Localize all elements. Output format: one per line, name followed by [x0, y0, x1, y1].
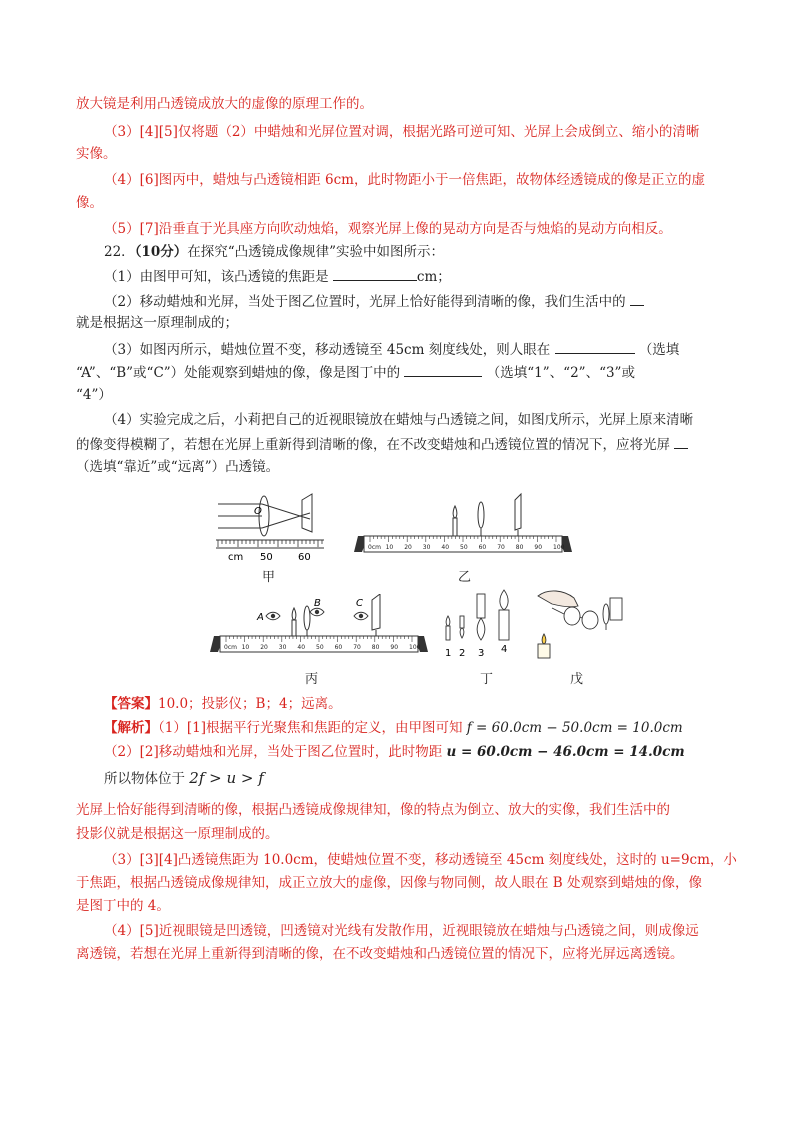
tick-50: 50: [260, 552, 273, 563]
analysis-line-9: （4）[5]近视眼镜是凹透镜，凹透镜对光线有发散作用，近视眼镜放在蜡烛与凸透镜之间，则成像远: [104, 923, 699, 939]
analysis-line-2: （2）[2]移动蜡烛和光屏，当处于图乙位置时，此时物距 u = 60.0cm − 46.0cm = 14.0cm: [104, 744, 685, 760]
analysis-line-5: 投影仪就是根据这一原理制成的。: [76, 826, 279, 842]
answer-blank-4[interactable]: [404, 362, 482, 377]
ruler-number: 20: [260, 644, 268, 651]
label-B: B: [314, 598, 321, 609]
ruler-number: 70: [353, 644, 361, 651]
figure-bing: [210, 594, 428, 660]
tick-60: 60: [298, 552, 311, 563]
answer-blank-2[interactable]: [630, 291, 644, 306]
answer-tag: 【答案】: [104, 696, 158, 712]
question-part-3: （3）如图丙所示，蜡烛位置不变，移动透镜至 45cm 刻度线处，则人眼在 （选填: [104, 339, 726, 360]
ruler-number: 10: [385, 544, 394, 551]
analysis-tag: 【解析】: [104, 720, 158, 736]
ruler-number: 40: [297, 644, 306, 651]
ruler-number: 30: [422, 544, 431, 551]
analysis-line-6: （3）[3][4]凸透镜焦距为 10.0cm，使蜡烛位置不变，移动透镜至 45cm 刻度线处，这时的 u=9cm，小: [104, 852, 737, 868]
ruler-number: 90: [390, 644, 399, 651]
caption-jia: 甲: [262, 570, 276, 585]
figure-ding: [440, 586, 518, 664]
ruler-number: 20: [404, 544, 412, 551]
candle-yi: [453, 506, 457, 536]
question-part-4-end: （选填“靠近”或“远离”）凸透镜。: [76, 459, 280, 475]
analysis-line-1: 【解析】（1）[1]根据平行光聚焦和焦距的定义，由甲图可知 f = 60.0cm − 50.0cm = 10.0cm: [104, 720, 683, 736]
ruler-number: 100: [409, 644, 421, 651]
figure-wu: [534, 586, 626, 666]
analysis-line-8: 是图丁中的 4。: [76, 898, 170, 914]
question-stem-text: 在探究“凸透镜成像规律”实验中如图所示：: [187, 244, 445, 260]
image-option-2: [460, 616, 464, 638]
prev-line-3: 实像。: [76, 146, 117, 162]
question-part-2: （2）移动蜡烛和光屏，当处于图乙位置时，光屏上恰好能得到清晰的像，我们生活中的: [104, 291, 726, 312]
ruler-number: 80: [371, 644, 380, 651]
answer-blank-3[interactable]: [555, 339, 635, 354]
question-part-3-cont: “A”、“B”或“C”）处能观察到蜡烛的像，像是图丁中的 （选填“1”、“2”、“3”或: [76, 362, 726, 383]
ruler-number: 50: [316, 644, 324, 651]
light-screen: [302, 494, 312, 532]
ruler-number: 70: [497, 544, 505, 551]
question-number: 22．: [104, 244, 135, 260]
question-part-4: （4）实验完成之后，小莉把自己的近视眼镜放在蜡烛与凸透镜之间，如图戊所示，光屏上原来清晰: [104, 412, 694, 428]
caption-bing: 丙: [305, 672, 319, 687]
prev-line-4: （4）[6]图丙中，蜡烛与凸透镜相距 6cm，此时物距小于一倍焦距，故物体经透镜成的像是正立的虚: [104, 172, 705, 188]
eye-A: [266, 612, 280, 620]
formula-object-distance: u = 60.0cm − 46.0cm = 14.0cm: [446, 744, 685, 760]
screen-wu: [610, 598, 622, 620]
answer-line: [104, 694, 726, 714]
lens-wu: [603, 604, 609, 630]
ding-label-1: 1: [445, 648, 452, 659]
figure-yi: [354, 488, 572, 560]
ding-label-4: 4: [501, 644, 508, 655]
screen-bing: [372, 594, 380, 636]
ding-label-2: 2: [459, 648, 466, 659]
label-A: A: [257, 612, 264, 623]
ruler-number: 40: [441, 544, 450, 551]
ruler-number: 60: [478, 544, 487, 551]
caption-yi: 乙: [458, 570, 472, 585]
ruler-number: 60: [334, 644, 343, 651]
caption-wu: 戊: [570, 672, 584, 687]
analysis-line-7: 于焦距，根据凸透镜成像规律知，成正立放大的虚像，因像与物同侧，故人眼在 B 处观察到蜡烛的像，像: [76, 875, 703, 891]
lens-bing: [304, 606, 310, 636]
candle-bing: [292, 608, 296, 636]
ruler-number: 0cm: [224, 644, 237, 651]
prev-line-2: （3）[4][5]仅将题（2）中蜡烛和光屏位置对调，根据光路可逆可知、光屏上会成倒立、缩小的清晰: [104, 124, 700, 140]
label-C: C: [356, 598, 363, 609]
analysis-line-3: 所以物体位于 2f > u > f: [104, 769, 264, 787]
ruler-number: 0cm: [368, 544, 381, 551]
screen-yi: [515, 494, 521, 536]
ruler-number: 10: [241, 644, 250, 651]
figure-jia: [214, 484, 326, 564]
formula-inequality: 2f > u > f: [189, 769, 264, 787]
candle-wu: [538, 634, 550, 658]
prev-line-6: （5）[7]沿垂直于光具座方向吹动烛焰，观察光屏上像的晃动方向是否与烛焰的晃动方向相反。: [104, 221, 672, 237]
label-O: O: [254, 506, 262, 517]
question-part-3-end: “4”）: [76, 387, 112, 403]
analysis-line-10: 离透镜，若想在光屏上重新得到清晰的像，在不改变蜡烛和凸透镜位置的情况下，应将光屏远离透镜。: [76, 946, 684, 962]
ruler-number: 30: [278, 644, 287, 651]
hand: [538, 591, 578, 607]
glasses: [552, 607, 598, 629]
prev-line-1: 放大镜是利用凸透镜成放大的虚像的原理工作的。: [76, 96, 373, 112]
question-part-1: （1）由图甲可知，该凸透镜的焦距是 cm；: [104, 266, 726, 287]
question-part-4-cont: 的像变得模糊了，若想在光屏上重新得到清晰的像，在不改变蜡烛和凸透镜位置的情况下，应将光屏: [76, 434, 726, 455]
lens-yi: [478, 502, 484, 536]
image-option-1: [446, 616, 450, 640]
ding-label-3: 3: [478, 648, 485, 659]
question-score: （10分）: [134, 244, 188, 260]
ruler-number: 80: [515, 544, 524, 551]
eye-B: [310, 608, 324, 616]
prev-line-5: 像。: [76, 195, 103, 211]
eye-C: [354, 612, 368, 620]
analysis-line-4: 光屏上恰好能得到清晰的像，根据凸透镜成像规律知，像的特点为倒立、放大的实像，我们生活中的: [76, 802, 670, 818]
answer-blank-5[interactable]: [674, 434, 688, 449]
caption-ding: 丁: [480, 672, 494, 687]
answer-text: 10.0；投影仪；B；4；远离。: [158, 696, 342, 712]
ruler-number: 100: [553, 544, 565, 551]
image-option-3: [477, 594, 485, 640]
ruler-number: 90: [534, 544, 543, 551]
image-option-4: [499, 590, 509, 640]
answer-blank-1[interactable]: [333, 266, 417, 281]
question-part-2-cont: 就是根据这一原理制成的；: [76, 315, 238, 331]
ruler-number: 50: [460, 544, 468, 551]
formula-focal-length: f = 60.0cm − 50.0cm = 10.0cm: [466, 720, 683, 736]
label-cm: cm: [228, 552, 244, 563]
question-22-stem: [104, 242, 726, 262]
